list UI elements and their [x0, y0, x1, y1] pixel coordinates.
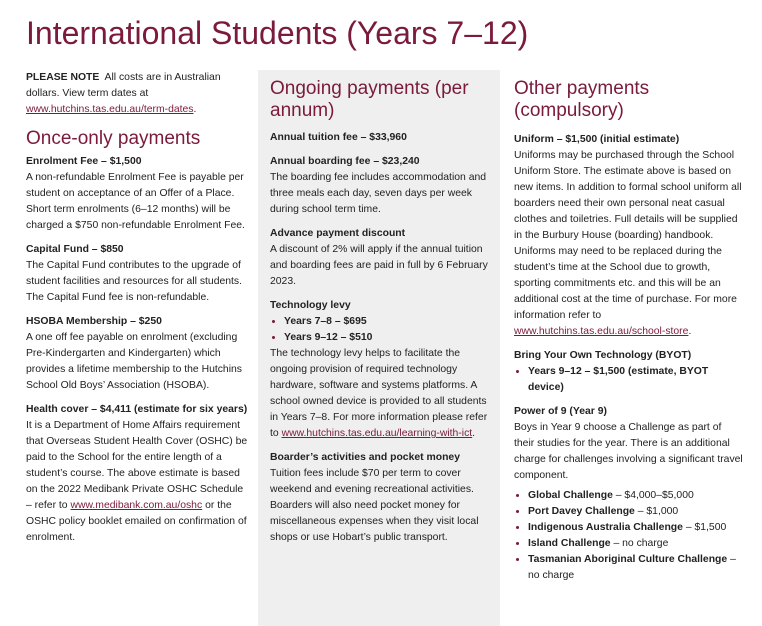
challenge-item: [528, 536, 744, 552]
once-only-heading: Once-only payments: [26, 128, 201, 149]
challenge-name: Global Challenge: [528, 490, 613, 501]
challenge-name: Tasmanian Aboriginal Culture Challenge: [528, 554, 728, 565]
capital-fund-title: Capital Fund – $850: [26, 244, 124, 255]
column-left: [26, 70, 248, 554]
note-label: PLEASE NOTE: [26, 72, 100, 83]
learning-with-ict-link[interactable]: www.hutchins.tas.edu.au/learning-with-ict: [281, 428, 473, 439]
challenge-item: [528, 504, 744, 520]
discount-title: Advance payment discount: [270, 228, 406, 239]
tech-levy-years-7-8: • Years 7–8 – $695: [284, 314, 490, 330]
challenge-cost: – $4,000–$5,000: [615, 490, 694, 501]
tech-levy-block: [270, 298, 490, 442]
tech-levy-title: Technology levy: [270, 300, 351, 311]
challenge-cost: – no charge: [613, 538, 669, 549]
health-cover-block: [26, 402, 248, 546]
boarding-fee-text: The boarding fee includes accommodation and three meals each day, seven days per week during school term time.: [270, 172, 487, 215]
challenge-item: [528, 520, 744, 536]
column-middle: [258, 70, 500, 626]
note-text: All costs are in Australian dollars. View term dates at: [26, 72, 221, 99]
tech-levy-list: [270, 314, 490, 346]
challenge-cost: – $1,000: [637, 506, 679, 517]
challenge-list: [514, 488, 744, 584]
health-cover-tail: or the OSHC policy booklet emailed on confirmation of enrolment.: [26, 500, 247, 543]
enrolment-fee-text: A non-refundable Enrolment Fee is payable per student on acceptance of an Offer of a Place. Short term enrolments (6–12 months) will be charged a $750 non-refundable Enrolment Fee.: [26, 172, 245, 231]
medibank-link[interactable]: www.medibank.com.au/oshc: [70, 500, 203, 511]
tech-levy-years-9-12: • Years 9–12 – $510: [284, 330, 490, 346]
discount-block: [270, 226, 490, 290]
capital-fund-block: [26, 242, 248, 306]
power-of-9-block: [514, 404, 744, 584]
term-dates-link[interactable]: www.hutchins.tas.edu.au/term-dates: [26, 104, 194, 115]
power-of-9-title: Power of 9 (Year 9): [514, 406, 607, 417]
note-tail: .: [193, 104, 197, 115]
challenge-item: [528, 488, 744, 504]
challenge-cost: – $1,500: [685, 522, 727, 533]
boarder-activities-block: [270, 450, 490, 546]
ongoing-heading: Ongoing payments (per annum): [270, 78, 469, 121]
tech-levy-tail: .: [472, 428, 476, 439]
health-cover-body: It is a Department of Home Affairs requirement that Overseas Student Health Cover (OSHC) be paid to the School for the entire length of a student’s course. The above estimate is based on the 2022 Medibank Private OSHC Schedule – refer to: [26, 420, 248, 511]
enrolment-fee-title: Enrolment Fee – $1,500: [26, 156, 142, 167]
uniform-block: [514, 132, 744, 340]
column-right: [514, 78, 744, 592]
challenge-name: Port Davey Challenge: [528, 506, 635, 517]
health-cover-text: [26, 418, 248, 546]
challenge-item: [528, 552, 744, 584]
school-store-link[interactable]: www.hutchins.tas.edu.au/school-store: [514, 326, 689, 337]
challenge-name: Island Challenge: [528, 538, 611, 549]
byot-title: Bring Your Own Technology (BYOT): [514, 350, 692, 361]
boarder-activities-title: Boarder’s activities and pocket money: [270, 452, 460, 463]
boarding-fee-block: [270, 154, 490, 218]
enrolment-fee-block: [26, 154, 248, 234]
uniform-text: [514, 148, 744, 340]
hsoba-text: A one off fee payable on enrolment (excluding Pre-Kindergarten and Kindergarten) which provides a lifetime membership to the Hutchins School Old Boys’ Association (HSOBA).: [26, 332, 242, 391]
hsoba-title: HSOBA Membership – $250: [26, 316, 162, 327]
power-of-9-text: Boys in Year 9 choose a Challenge as part of their studies for the year. There is an additional charge for challenges involving a significant travel component.: [514, 422, 743, 481]
challenge-name: Indigenous Australia Challenge: [528, 522, 683, 533]
capital-fund-text: The Capital Fund contributes to the upgrade of student facilities and resources for all students. The Capital Fund fee is non-refundable.: [26, 260, 243, 303]
other-heading: Other payments (compulsory): [514, 78, 650, 121]
tech-levy-body: The technology levy helps to facilitate the ongoing provision of required technology hardware, software and systems platforms. A school owned device is provided to all students in Years 7–8. For more information please refer to: [270, 348, 488, 439]
boarder-activities-text: Tuition fees include $70 per term to cover weekend and evening recreational activities. Boarders will also need pocket money for miscellaneous expenses when they visit local shops or use Hobart’s public transport.: [270, 468, 479, 543]
uniform-body: Uniforms may be purchased through the School Uniform Store. The estimate above is based on new items. In addition to formal school uniform all boarders need their own personal neat casual clothes and toiletries. Full details will be supplied in the Burbury House (boarding) handbook. Uniforms may need to be replaced during the student’s time at the School due to growth, sporting commitments etc. and this will be an additional cost at the time of purchase. For more information refer to: [514, 150, 742, 321]
uniform-title: Uniform – $1,500 (initial estimate): [514, 134, 680, 145]
discount-text: A discount of 2% will apply if the annual tuition and boarding fees are paid in full by 6 February 2023.: [270, 244, 488, 287]
byot-block: [514, 348, 744, 396]
hsoba-block: [26, 314, 248, 394]
boarding-fee-title: Annual boarding fee – $23,240: [270, 156, 420, 167]
byot-years-9-12: • Years 9–12 – $1,500 (estimate, BYOT device): [528, 364, 744, 396]
health-cover-title: Health cover – $4,411 (estimate for six years): [26, 404, 248, 415]
tech-levy-text: [270, 346, 490, 442]
please-note: [26, 70, 248, 118]
page-title: International Students (Years 7–12): [26, 15, 529, 51]
tuition-fee-title: Annual tuition fee – $33,960: [270, 132, 407, 143]
byot-list: [514, 364, 744, 396]
challenge-cost: – no charge: [528, 554, 736, 581]
uniform-tail: .: [688, 326, 692, 337]
